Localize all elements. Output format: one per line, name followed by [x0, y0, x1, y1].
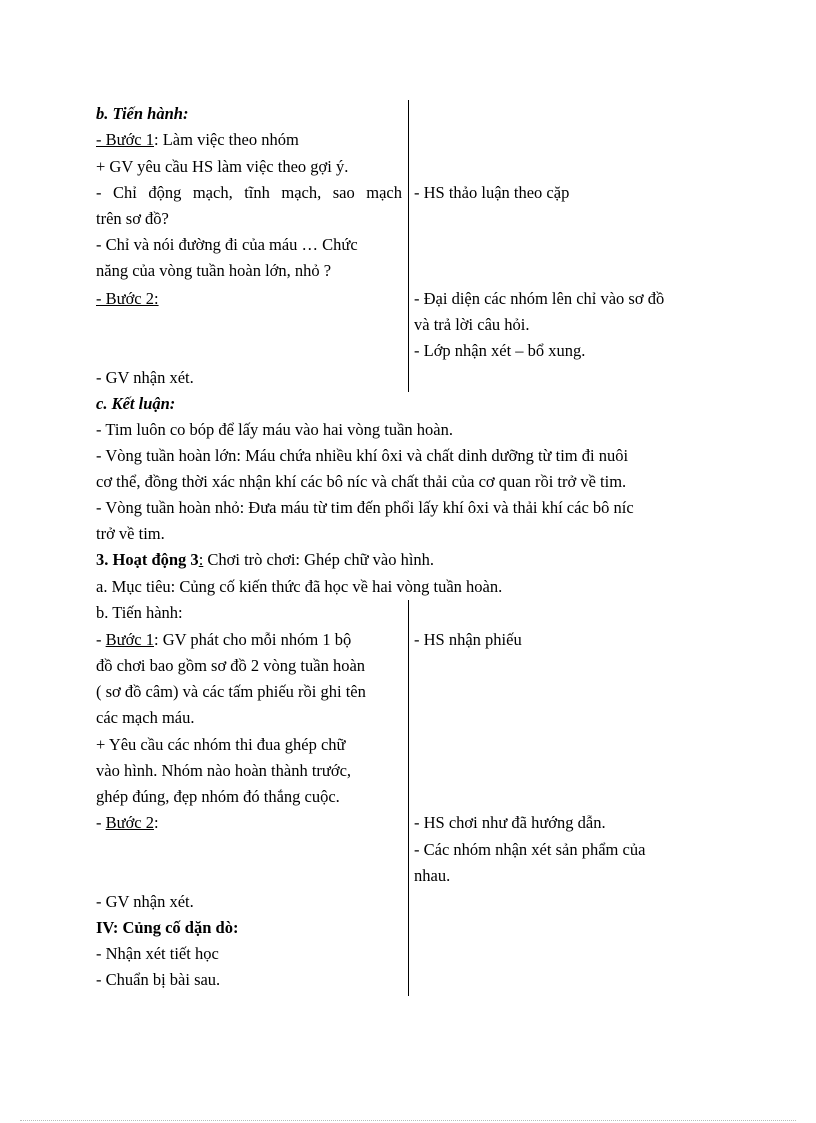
point2-line1: - Chỉ và nói đường đi của máu … Chức: [96, 235, 358, 254]
page-bottom-edge: [20, 1120, 796, 1121]
activity3-title: 3. Hoạt động 3: [96, 550, 199, 569]
section-b-heading: b. Tiến hành:: [96, 104, 189, 123]
activity3-step2-colon: :: [154, 813, 159, 832]
hs-play: - HS chơi như đã hướng dẫn.: [414, 813, 606, 832]
activity3-request-line1: + Yêu cầu các nhóm thi đua ghép chữ: [96, 735, 346, 754]
activity3-request-line2: vào hình. Nhóm nào hoàn thành trước,: [96, 761, 352, 780]
rep-line1: - Đại diện các nhóm lên chỉ vào sơ đồ: [414, 289, 665, 308]
conclusion-p2-line2: cơ thể, đồng thời xác nhận khí các bô níc và chất thải của cơ quan rồi trở về tim.: [96, 472, 627, 491]
step1-label: - Bước 1: [96, 130, 154, 149]
point1-line2: trên sơ đồ?: [96, 209, 169, 228]
step1-text: : Làm việc theo nhóm: [154, 130, 299, 149]
conclusion-p3-line2: trở về tim.: [96, 524, 165, 543]
class-comment: - Lớp nhận xét – bổ xung.: [414, 341, 586, 360]
hs-receive: - HS nhận phiếu: [414, 630, 522, 649]
activity3-step1-text: : GV phát cho mỗi nhóm 1 bộ: [154, 630, 352, 649]
gv-remark: - GV nhận xét.: [96, 368, 194, 387]
point1-line1: - Chỉ động mạch, tĩnh mạch, sao mạch: [96, 183, 402, 202]
activity3-step1-label: Bước 1: [105, 630, 154, 649]
activity3-colon: :: [198, 550, 204, 569]
section-iv-item2: - Chuẩn bị bài sau.: [96, 970, 221, 989]
activity3-step2-label: Bước 2: [105, 813, 154, 832]
step2-label: - Bước 2:: [96, 289, 159, 308]
activity3-step1-prefix: -: [96, 630, 106, 649]
section-iv-item1: - Nhận xét tiết học: [96, 944, 219, 963]
groups-comment-line1: - Các nhóm nhận xét sản phẩm của: [414, 840, 646, 859]
activity3-heading: [96, 547, 434, 573]
hs-discuss: - HS thảo luận theo cặp: [414, 183, 570, 202]
activity3-step2-prefix: -: [96, 813, 106, 832]
conclusion-p3-line1: - Vòng tuần hoàn nhỏ: Đưa máu từ tim đến phổi lấy khí ôxi và thải khí các bô níc: [96, 498, 634, 517]
activity3-goal: a. Mục tiêu: Củng cố kiến thức đã học về hai vòng tuần hoàn.: [96, 577, 503, 596]
section-c-heading: c. Kết luận:: [96, 394, 176, 413]
section-iv-heading: IV: Củng cố dặn dò:: [96, 918, 239, 937]
activity3-request-line3: ghép đúng, đẹp nhóm đó thắng cuộc.: [96, 787, 340, 806]
activity3-procedure: b. Tiến hành:: [96, 603, 183, 622]
activity3-step1-line2: đồ chơi bao gồm sơ đồ 2 vòng tuần hoàn: [96, 656, 366, 675]
gv-ask: + GV yêu cầu HS làm việc theo gợi ý.: [96, 157, 349, 176]
activity3-step1-line1: [96, 627, 351, 653]
activity3-step2: [96, 810, 159, 836]
column-divider: [408, 100, 409, 392]
conclusion-p2-line1: - Vòng tuần hoàn lớn: Máu chứa nhiều khí ôxi và chất dinh dưỡng từ tim đi nuôi: [96, 446, 629, 465]
activity3-gv-remark: - GV nhận xét.: [96, 892, 194, 911]
rep-line2: và trả lời câu hỏi.: [414, 315, 530, 334]
activity3-name: Chơi trò chơi: Ghép chữ vào hình.: [203, 550, 435, 569]
column-divider: [408, 600, 409, 996]
groups-comment-line2: nhau.: [414, 866, 451, 885]
activity3-step1-line3: ( sơ đồ câm) và các tấm phiếu rồi ghi tên: [96, 682, 366, 701]
point2-line2: năng của vòng tuần hoàn lớn, nhỏ ?: [96, 261, 332, 280]
activity3-step1-line4: các mạch máu.: [96, 708, 195, 727]
conclusion-p1: - Tim luôn co bóp để lấy máu vào hai vòng tuần hoàn.: [96, 420, 453, 439]
step1-line: [96, 127, 299, 153]
